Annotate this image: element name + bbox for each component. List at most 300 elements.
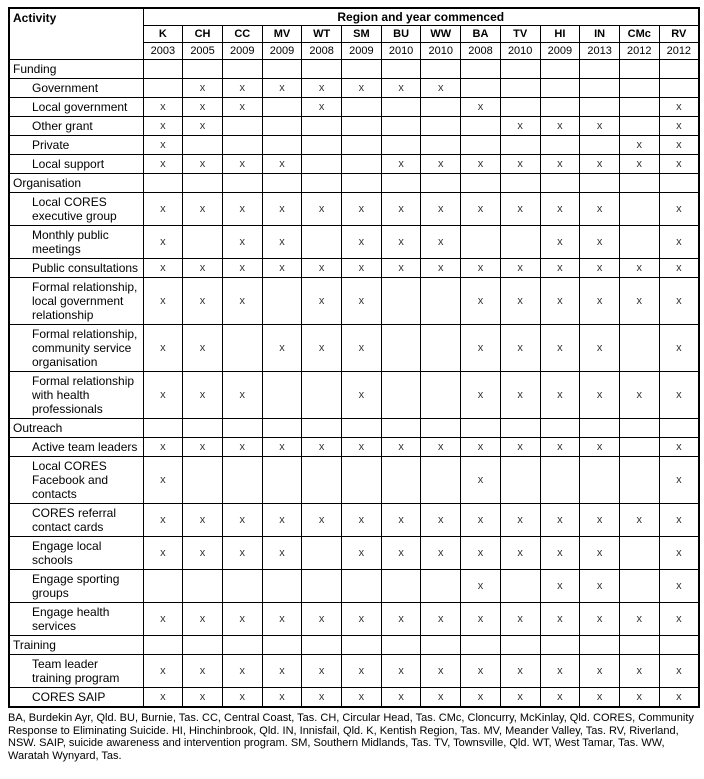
activity-label-formal-relationship-with-health-professionals: Formal relationship with health professionals <box>9 372 143 419</box>
empty-cell <box>381 136 421 155</box>
mark-cell-ww: x <box>421 259 461 278</box>
mark-cell-in: x <box>580 537 620 570</box>
region-code-k: K <box>143 26 183 43</box>
empty-cell <box>222 570 262 603</box>
mark-cell-tv: x <box>500 325 540 372</box>
empty-cell <box>262 570 302 603</box>
mark-cell-cc: x <box>222 278 262 325</box>
empty-cell <box>143 60 183 79</box>
mark-cell-ch: x <box>183 79 223 98</box>
mark-cell-mv: x <box>262 79 302 98</box>
mark-cell-hi: x <box>540 259 580 278</box>
mark-cell-wt: x <box>302 259 342 278</box>
mark-cell-cmc: x <box>619 504 659 537</box>
empty-cell <box>342 419 382 438</box>
region-year-cmc: 2012 <box>619 43 659 60</box>
empty-cell <box>421 117 461 136</box>
empty-cell <box>580 60 620 79</box>
mark-cell-cmc: x <box>619 655 659 688</box>
empty-cell <box>619 98 659 117</box>
empty-cell <box>461 174 501 193</box>
region-code-wt: WT <box>302 26 342 43</box>
mark-cell-mv: x <box>262 226 302 259</box>
mark-cell-tv: x <box>500 688 540 708</box>
mark-cell-in: x <box>580 688 620 708</box>
empty-cell <box>262 278 302 325</box>
mark-cell-cc: x <box>222 655 262 688</box>
empty-cell <box>580 419 620 438</box>
activity-label-cores-saip: CORES SAIP <box>9 688 143 708</box>
region-year-wt: 2008 <box>302 43 342 60</box>
region-year-rv: 2012 <box>659 43 699 60</box>
empty-cell <box>262 372 302 419</box>
mark-cell-bu: x <box>381 537 421 570</box>
mark-cell-ch: x <box>183 325 223 372</box>
mark-cell-cmc: x <box>619 136 659 155</box>
activity-row-government <box>9 79 699 98</box>
empty-cell <box>540 174 580 193</box>
mark-cell-cmc: x <box>619 278 659 325</box>
empty-cell <box>342 457 382 504</box>
region-code-cc: CC <box>222 26 262 43</box>
empty-cell <box>421 372 461 419</box>
section-row-organisation <box>9 174 699 193</box>
mark-cell-rv: x <box>659 325 699 372</box>
empty-cell <box>262 457 302 504</box>
empty-cell <box>540 60 580 79</box>
mark-cell-bu: x <box>381 438 421 457</box>
empty-cell <box>500 98 540 117</box>
activity-row-engage-local-schools <box>9 537 699 570</box>
mark-cell-in: x <box>580 655 620 688</box>
mark-cell-k: x <box>143 278 183 325</box>
mark-cell-tv: x <box>500 259 540 278</box>
empty-cell <box>580 79 620 98</box>
empty-cell <box>461 419 501 438</box>
activity-label-formal-relationship-local-government-relationship: Formal relationship, local government relationship <box>9 278 143 325</box>
mark-cell-hi: x <box>540 603 580 636</box>
mark-cell-cc: x <box>222 98 262 117</box>
mark-cell-mv: x <box>262 259 302 278</box>
mark-cell-bu: x <box>381 259 421 278</box>
section-label-training: Training <box>9 636 143 655</box>
activity-label-local-cores-executive-group: Local CORES executive group <box>9 193 143 226</box>
region-code-ch: CH <box>183 26 223 43</box>
activity-label-local-government: Local government <box>9 98 143 117</box>
region-code-ww: WW <box>421 26 461 43</box>
empty-cell <box>421 636 461 655</box>
empty-cell <box>580 636 620 655</box>
mark-cell-hi: x <box>540 193 580 226</box>
activity-label-private: Private <box>9 136 143 155</box>
empty-cell <box>302 457 342 504</box>
mark-cell-ww: x <box>421 537 461 570</box>
empty-cell <box>302 226 342 259</box>
region-year-hi: 2009 <box>540 43 580 60</box>
mark-cell-ba: x <box>461 537 501 570</box>
mark-cell-rv: x <box>659 117 699 136</box>
empty-cell <box>143 174 183 193</box>
activity-label-other-grant: Other grant <box>9 117 143 136</box>
mark-cell-cc: x <box>222 79 262 98</box>
mark-cell-rv: x <box>659 98 699 117</box>
empty-cell <box>342 174 382 193</box>
mark-cell-bu: x <box>381 155 421 174</box>
mark-cell-mv: x <box>262 537 302 570</box>
mark-cell-ba: x <box>461 438 501 457</box>
empty-cell <box>302 155 342 174</box>
empty-cell <box>540 636 580 655</box>
mark-cell-ba: x <box>461 655 501 688</box>
empty-cell <box>342 117 382 136</box>
empty-cell <box>619 226 659 259</box>
empty-cell <box>183 174 223 193</box>
mark-cell-k: x <box>143 372 183 419</box>
mark-cell-bu: x <box>381 226 421 259</box>
empty-cell <box>659 636 699 655</box>
mark-cell-rv: x <box>659 438 699 457</box>
mark-cell-hi: x <box>540 688 580 708</box>
empty-cell <box>302 570 342 603</box>
mark-cell-tv: x <box>500 278 540 325</box>
mark-cell-cc: x <box>222 155 262 174</box>
mark-cell-bu: x <box>381 655 421 688</box>
mark-cell-hi: x <box>540 438 580 457</box>
empty-cell <box>461 136 501 155</box>
empty-cell <box>342 155 382 174</box>
empty-cell <box>183 419 223 438</box>
mark-cell-in: x <box>580 570 620 603</box>
activity-label-government: Government <box>9 79 143 98</box>
empty-cell <box>421 60 461 79</box>
mark-cell-rv: x <box>659 504 699 537</box>
region-year-ba: 2008 <box>461 43 501 60</box>
empty-cell <box>580 174 620 193</box>
empty-cell <box>143 636 183 655</box>
mark-cell-ch: x <box>183 155 223 174</box>
mark-cell-ch: x <box>183 117 223 136</box>
section-row-outreach <box>9 419 699 438</box>
mark-cell-mv: x <box>262 603 302 636</box>
mark-cell-sm: x <box>342 226 382 259</box>
mark-cell-in: x <box>580 325 620 372</box>
activity-row-cores-referral-contact-cards <box>9 504 699 537</box>
mark-cell-in: x <box>580 438 620 457</box>
mark-cell-wt: x <box>302 438 342 457</box>
mark-cell-tv: x <box>500 155 540 174</box>
mark-cell-tv: x <box>500 504 540 537</box>
region-year-k: 2003 <box>143 43 183 60</box>
mark-cell-sm: x <box>342 603 382 636</box>
mark-cell-mv: x <box>262 438 302 457</box>
region-code-rv: RV <box>659 26 699 43</box>
mark-cell-rv: x <box>659 226 699 259</box>
empty-cell <box>421 174 461 193</box>
empty-cell <box>619 60 659 79</box>
region-year-bu: 2010 <box>381 43 421 60</box>
mark-cell-sm: x <box>342 193 382 226</box>
empty-cell <box>302 372 342 419</box>
activity-row-engage-health-services <box>9 603 699 636</box>
empty-cell <box>222 325 262 372</box>
mark-cell-ch: x <box>183 603 223 636</box>
mark-cell-tv: x <box>500 193 540 226</box>
region-year-ww: 2010 <box>421 43 461 60</box>
empty-cell <box>381 98 421 117</box>
mark-cell-mv: x <box>262 504 302 537</box>
activity-label-local-support: Local support <box>9 155 143 174</box>
mark-cell-rv: x <box>659 155 699 174</box>
mark-cell-rv: x <box>659 570 699 603</box>
empty-cell <box>381 278 421 325</box>
mark-cell-ww: x <box>421 688 461 708</box>
mark-cell-sm: x <box>342 438 382 457</box>
mark-cell-rv: x <box>659 136 699 155</box>
empty-cell <box>619 570 659 603</box>
empty-cell <box>222 419 262 438</box>
mark-cell-ba: x <box>461 688 501 708</box>
mark-cell-wt: x <box>302 504 342 537</box>
activity-row-public-consultations <box>9 259 699 278</box>
activity-row-local-government <box>9 98 699 117</box>
mark-cell-hi: x <box>540 504 580 537</box>
mark-cell-sm: x <box>342 372 382 419</box>
empty-cell <box>222 60 262 79</box>
mark-cell-ba: x <box>461 193 501 226</box>
region-code-tv: TV <box>500 26 540 43</box>
empty-cell <box>183 60 223 79</box>
mark-cell-wt: x <box>302 278 342 325</box>
region-year-mv: 2009 <box>262 43 302 60</box>
region-code-hi: HI <box>540 26 580 43</box>
mark-cell-tv: x <box>500 603 540 636</box>
empty-cell <box>619 636 659 655</box>
mark-cell-cmc: x <box>619 603 659 636</box>
empty-cell <box>262 136 302 155</box>
table-footnote: BA, Burdekin Ayr, Qld. BU, Burnie, Tas. CC, Central Coast, Tas. CH, Circular Head, Tas. CMc, Cloncurry, McKinlay, Qld. CORES, Community Response to Eliminating Suicide. HI, Hinchinbrook, Qld. IN, Innisfail, Qld. K, Kentish Region, Tas. MV, Meander Valley, Tas. RV, Riverland, NSW. SAIP, suicide awareness and intervention program. SM, Southern Midlands, Tas. TV, Townsville, Qld. WT, West Tamar, Tas. WW, Waratah Wynyard, Tas. <box>8 712 694 762</box>
mark-cell-k: x <box>143 98 183 117</box>
empty-cell <box>500 60 540 79</box>
activity-column-header: Activity <box>9 8 143 60</box>
empty-cell <box>540 79 580 98</box>
mark-cell-in: x <box>580 117 620 136</box>
empty-cell <box>540 136 580 155</box>
empty-cell <box>500 636 540 655</box>
activity-label-active-team-leaders: Active team leaders <box>9 438 143 457</box>
activity-region-table <box>8 7 700 708</box>
region-code-in: IN <box>580 26 620 43</box>
mark-cell-rv: x <box>659 193 699 226</box>
mark-cell-ba: x <box>461 570 501 603</box>
mark-cell-in: x <box>580 259 620 278</box>
empty-cell <box>222 636 262 655</box>
activity-row-active-team-leaders <box>9 438 699 457</box>
section-label-organisation: Organisation <box>9 174 143 193</box>
mark-cell-ch: x <box>183 655 223 688</box>
mark-cell-k: x <box>143 537 183 570</box>
empty-cell <box>183 636 223 655</box>
mark-cell-k: x <box>143 504 183 537</box>
empty-cell <box>421 136 461 155</box>
empty-cell <box>619 117 659 136</box>
mark-cell-cmc: x <box>619 372 659 419</box>
mark-cell-in: x <box>580 226 620 259</box>
mark-cell-k: x <box>143 457 183 504</box>
mark-cell-mv: x <box>262 688 302 708</box>
empty-cell <box>421 419 461 438</box>
mark-cell-hi: x <box>540 117 580 136</box>
empty-cell <box>619 325 659 372</box>
mark-cell-bu: x <box>381 79 421 98</box>
empty-cell <box>183 457 223 504</box>
mark-cell-ch: x <box>183 372 223 419</box>
empty-cell <box>500 570 540 603</box>
mark-cell-ba: x <box>461 259 501 278</box>
empty-cell <box>342 60 382 79</box>
region-year-tv: 2010 <box>500 43 540 60</box>
empty-cell <box>183 226 223 259</box>
region-code-cmc: CMc <box>619 26 659 43</box>
mark-cell-in: x <box>580 193 620 226</box>
mark-cell-in: x <box>580 603 620 636</box>
empty-cell <box>381 636 421 655</box>
empty-cell <box>262 98 302 117</box>
empty-cell <box>500 457 540 504</box>
mark-cell-tv: x <box>500 117 540 136</box>
activity-row-private <box>9 136 699 155</box>
mark-cell-k: x <box>143 688 183 708</box>
empty-cell <box>540 457 580 504</box>
empty-cell <box>302 636 342 655</box>
mark-cell-bu: x <box>381 688 421 708</box>
activity-row-local-support <box>9 155 699 174</box>
mark-cell-rv: x <box>659 457 699 504</box>
mark-cell-rv: x <box>659 259 699 278</box>
mark-cell-cc: x <box>222 603 262 636</box>
activity-row-formal-relationship-local-government-relationship <box>9 278 699 325</box>
empty-cell <box>500 226 540 259</box>
mark-cell-ch: x <box>183 438 223 457</box>
mark-cell-tv: x <box>500 438 540 457</box>
activity-label-cores-referral-contact-cards: CORES referral contact cards <box>9 504 143 537</box>
mark-cell-in: x <box>580 278 620 325</box>
mark-cell-bu: x <box>381 504 421 537</box>
activity-label-team-leader-training-program: Team leader training program <box>9 655 143 688</box>
empty-cell <box>262 636 302 655</box>
empty-cell <box>381 570 421 603</box>
empty-cell <box>461 60 501 79</box>
mark-cell-ww: x <box>421 603 461 636</box>
mark-cell-ww: x <box>421 79 461 98</box>
region-year-in: 2013 <box>580 43 620 60</box>
mark-cell-sm: x <box>342 325 382 372</box>
region-year-ch: 2005 <box>183 43 223 60</box>
mark-cell-sm: x <box>342 79 382 98</box>
mark-cell-ba: x <box>461 278 501 325</box>
empty-cell <box>222 457 262 504</box>
mark-cell-ba: x <box>461 504 501 537</box>
mark-cell-wt: x <box>302 688 342 708</box>
activity-row-cores-saip <box>9 688 699 708</box>
mark-cell-rv: x <box>659 655 699 688</box>
empty-cell <box>222 117 262 136</box>
empty-cell <box>421 325 461 372</box>
mark-cell-rv: x <box>659 278 699 325</box>
empty-cell <box>461 636 501 655</box>
mark-cell-hi: x <box>540 537 580 570</box>
activity-label-engage-health-services: Engage health services <box>9 603 143 636</box>
mark-cell-ww: x <box>421 155 461 174</box>
mark-cell-hi: x <box>540 570 580 603</box>
mark-cell-ch: x <box>183 278 223 325</box>
mark-cell-in: x <box>580 155 620 174</box>
mark-cell-cmc: x <box>619 259 659 278</box>
section-row-funding <box>9 60 699 79</box>
mark-cell-wt: x <box>302 655 342 688</box>
mark-cell-ch: x <box>183 259 223 278</box>
mark-cell-sm: x <box>342 504 382 537</box>
region-code-bu: BU <box>381 26 421 43</box>
mark-cell-hi: x <box>540 278 580 325</box>
mark-cell-sm: x <box>342 655 382 688</box>
mark-cell-k: x <box>143 155 183 174</box>
empty-cell <box>262 174 302 193</box>
activity-row-team-leader-training-program <box>9 655 699 688</box>
activity-row-local-cores-facebook-and-contacts <box>9 457 699 504</box>
empty-cell <box>461 117 501 136</box>
region-code-ba: BA <box>461 26 501 43</box>
activity-row-local-cores-executive-group <box>9 193 699 226</box>
empty-cell <box>342 136 382 155</box>
section-label-outreach: Outreach <box>9 419 143 438</box>
empty-cell <box>381 117 421 136</box>
empty-cell <box>183 136 223 155</box>
empty-cell <box>619 438 659 457</box>
mark-cell-hi: x <box>540 325 580 372</box>
mark-cell-ba: x <box>461 325 501 372</box>
empty-cell <box>302 174 342 193</box>
mark-cell-k: x <box>143 193 183 226</box>
empty-cell <box>619 419 659 438</box>
activity-label-engage-sporting-groups: Engage sporting groups <box>9 570 143 603</box>
mark-cell-sm: x <box>342 688 382 708</box>
empty-cell <box>659 60 699 79</box>
mark-cell-tv: x <box>500 655 540 688</box>
empty-cell <box>143 79 183 98</box>
mark-cell-tv: x <box>500 372 540 419</box>
empty-cell <box>619 193 659 226</box>
mark-cell-mv: x <box>262 325 302 372</box>
mark-cell-tv: x <box>500 537 540 570</box>
region-year-cc: 2009 <box>222 43 262 60</box>
mark-cell-rv: x <box>659 372 699 419</box>
empty-cell <box>381 325 421 372</box>
mark-cell-k: x <box>143 438 183 457</box>
mark-cell-cmc: x <box>619 155 659 174</box>
mark-cell-bu: x <box>381 193 421 226</box>
mark-cell-ch: x <box>183 688 223 708</box>
empty-cell <box>421 457 461 504</box>
empty-cell <box>580 136 620 155</box>
activity-label-engage-local-schools: Engage local schools <box>9 537 143 570</box>
mark-cell-mv: x <box>262 655 302 688</box>
empty-cell <box>500 419 540 438</box>
mark-cell-cc: x <box>222 259 262 278</box>
mark-cell-k: x <box>143 259 183 278</box>
mark-cell-ww: x <box>421 226 461 259</box>
empty-cell <box>342 570 382 603</box>
empty-cell <box>659 419 699 438</box>
